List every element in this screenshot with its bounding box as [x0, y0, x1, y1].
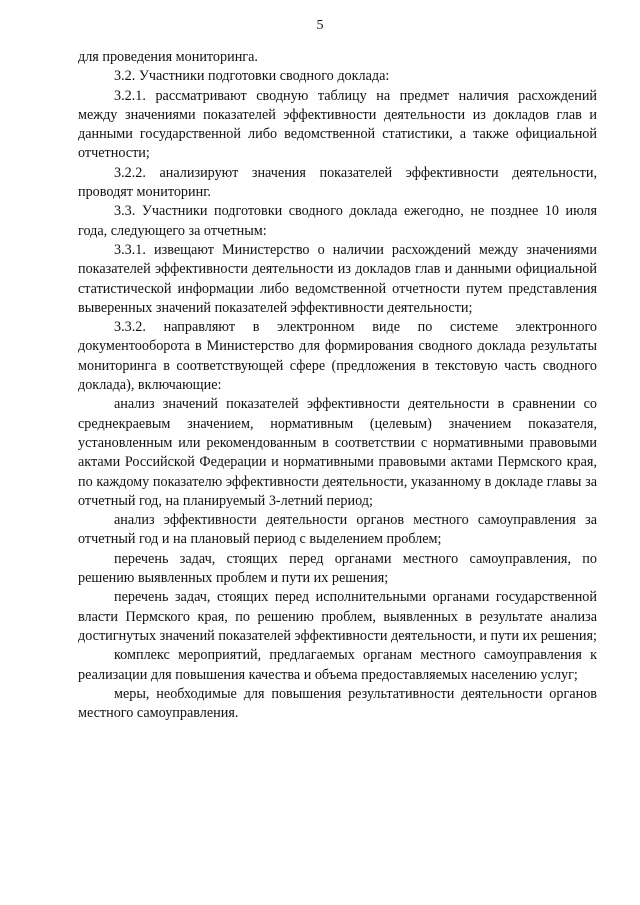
paragraph: анализ эффективности деятельности органов местного самоуправления за отчетный год и на плановый период с выделением проблем;	[78, 512, 597, 548]
paragraph: комплекс мероприятий, предлагаемых органам местного самоуправления к реализации для повышения качества и объема предоставляемых населению услуг;	[78, 647, 597, 683]
paragraph: перечень задач, стоящих перед исполнительными органами государственной власти Пермского края, по решению проблем, выявленных в результате анализа достигнутых значений показателей эффективности деятельности, и пути их решения;	[78, 589, 597, 644]
paragraph: перечень задач, стоящих перед органами местного самоуправления, по решению выявленных проблем и пути их решения;	[78, 550, 597, 587]
document-body	[78, 48, 597, 723]
paragraph: 3.2.1. рассматривают сводную таблицу на предмет наличия расхождений между значениями показателей эффективности деятельности из докладов глав и данными государственной либо ведомственной статистики, а также официальной отчетности;	[78, 87, 597, 162]
paragraph: 3.2.2. анализируют значения показателей эффективности деятельности, проводят мониторинг.	[78, 164, 597, 201]
paragraph: анализ значений показателей эффективности деятельности в сравнении со среднекраевым значением, нормативным (целевым) значением показателя, установленным или рекомендованным в соответствии с нормативными правовыми актами Российской Федерации и нормативными правовыми актами Пермского края, по каждому показателю эффективности деятельности, указанному в докладе главы за отчетный год, на планируемый 3-летний период;	[78, 396, 597, 509]
page-number: 5	[316, 18, 324, 33]
paragraph: для проведения мониторинга.	[78, 49, 258, 65]
paragraph: 3.3. Участники подготовки сводного доклада ежегодно, не позднее 10 июля года, следующего за отчетным:	[78, 203, 597, 239]
paragraph: 3.3.2. направляют в электронном виде по системе электронного документооборота в Министерство для формирования сводного доклада результаты мониторинга в соответствующей сфере (предложения в текстовую часть сводного доклада), включающие:	[78, 319, 597, 394]
paragraph: меры, необходимые для повышения результативности деятельности органов местного самоуправления.	[78, 685, 597, 722]
paragraph: 3.3.1. извещают Министерство о наличии расхождений между значениями показателей эффективности деятельности из докладов глав и данными официальной статистической информации либо ведомственной отчетности путем представления выверенных значений показателей эффективности деятельности;	[78, 241, 597, 316]
paragraph: 3.2. Участники подготовки сводного доклада:	[114, 68, 390, 85]
